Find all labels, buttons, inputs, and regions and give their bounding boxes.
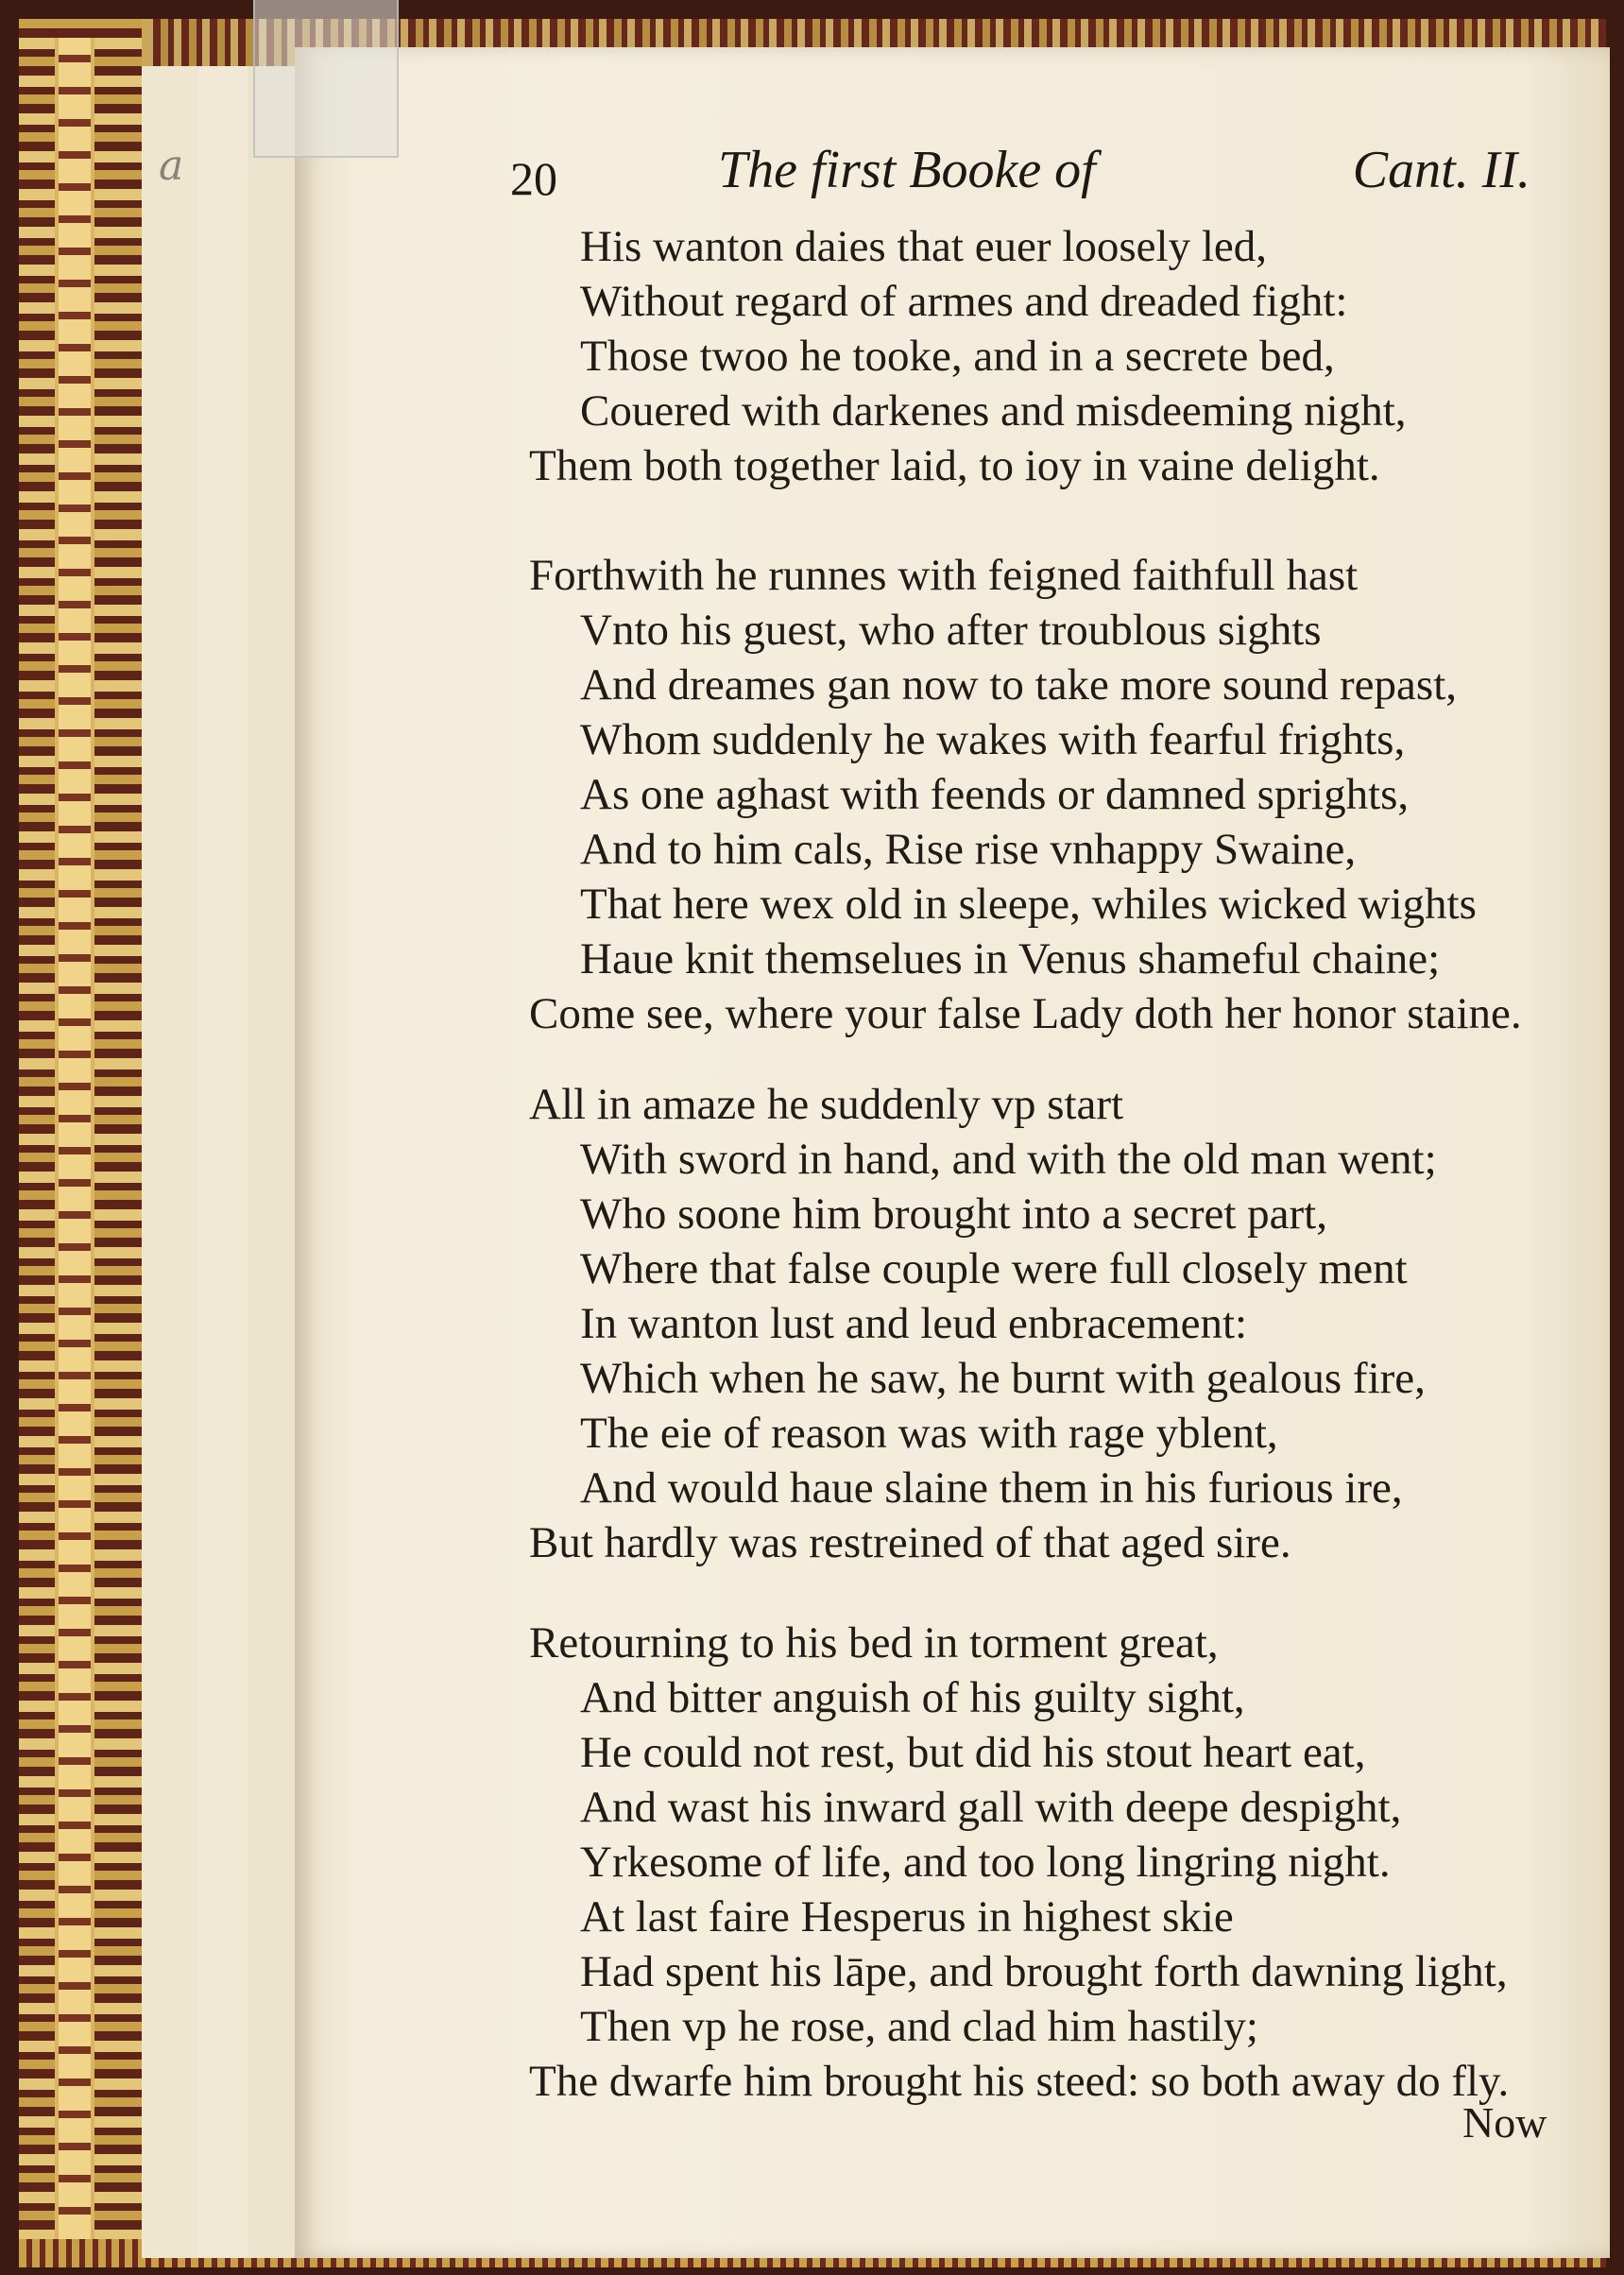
margin-pencil-note: a [159,142,184,190]
verse-line: And wast his inward gall with deepe despight, [580,1783,1402,1832]
stanza-3 [529,1077,1437,1570]
verse-line: That here wex old in sleepe, whiles wicked wights [580,880,1477,929]
verse-line: And would haue slaine them in his furious ire, [580,1463,1403,1513]
verse-line: Couered with darkenes and misdeeming night, [580,386,1407,436]
canto-label: Cant. II. [1352,141,1530,199]
verse-line: Whom suddenly he wakes with fearful frights, [580,715,1406,764]
verse-line: Which when he saw, he burnt with gealous fire, [580,1354,1426,1403]
verse-line: Those twoo he tooke, and in a secrete bed, [580,332,1335,381]
verse-line: And dreames gan now to take more sound repast, [580,660,1457,710]
verse-line: Then vp he rose, and clad him hastily; [580,2002,1258,2051]
stanza-2 [529,548,1522,1041]
verse-line: Them both together laid, to ioy in vaine delight. [529,441,1380,490]
verse-line: Who soone him brought into a secret part, [580,1189,1327,1239]
book-title: The first Booke of [718,141,1096,199]
catchword: Now [1462,2098,1547,2147]
page-clip [253,0,399,158]
page-stack-edge [248,66,296,2258]
running-head [510,132,1530,205]
verse-line: He could not rest, but did his stout heart eat, [580,1728,1366,1777]
stanza-1 [529,219,1407,493]
verse-line: His wanton daies that euer loosely led, [580,222,1268,271]
verse-line: Come see, where your false Lady doth her honor staine. [529,989,1522,1038]
verse-line: Yrkesome of life, and too long lingring night. [580,1838,1391,1887]
verse-line: With sword in hand, and with the old man went; [580,1135,1437,1184]
verse-line: Haue knit themselues in Venus shameful chaine; [580,934,1441,984]
stanza-4 [529,1616,1509,2109]
verse-line: Had spent his lāpe, and brought forth dawning light, [580,1947,1508,1996]
verse-line: And bitter anguish of his guilty sight, [580,1673,1245,1722]
page-number: 20 [510,152,557,205]
verse-line: In wanton lust and leud enbracement: [580,1299,1248,1348]
verse-line: Forthwith he runnes with feigned faithfull hast [529,551,1359,600]
gilt-border-left-inner [55,38,94,2239]
verse-line: Retourning to his bed in torment great, [529,1618,1219,1668]
verse-line: All in amaze he suddenly vp start [529,1080,1124,1129]
verse-line: As one aghast with feends or damned sprights, [580,770,1410,819]
verse-line: Without regard of armes and dreaded fight: [580,277,1348,326]
verse-line: At last faire Hesperus in highest skie [580,1892,1234,1941]
verse-line: But hardly was restreined of that aged sire. [529,1518,1291,1567]
verse-line: Where that false couple were full closely ment [580,1244,1408,1293]
verse-line: Vnto his guest, who after troublous sights [580,606,1322,655]
verse-line: The dwarfe him brought his steed: so both away do fly. [529,2057,1510,2106]
verse-line: The eie of reason was with rage yblent, [580,1409,1278,1458]
verse-line: And to him cals, Rise rise vnhappy Swaine, [580,825,1357,874]
